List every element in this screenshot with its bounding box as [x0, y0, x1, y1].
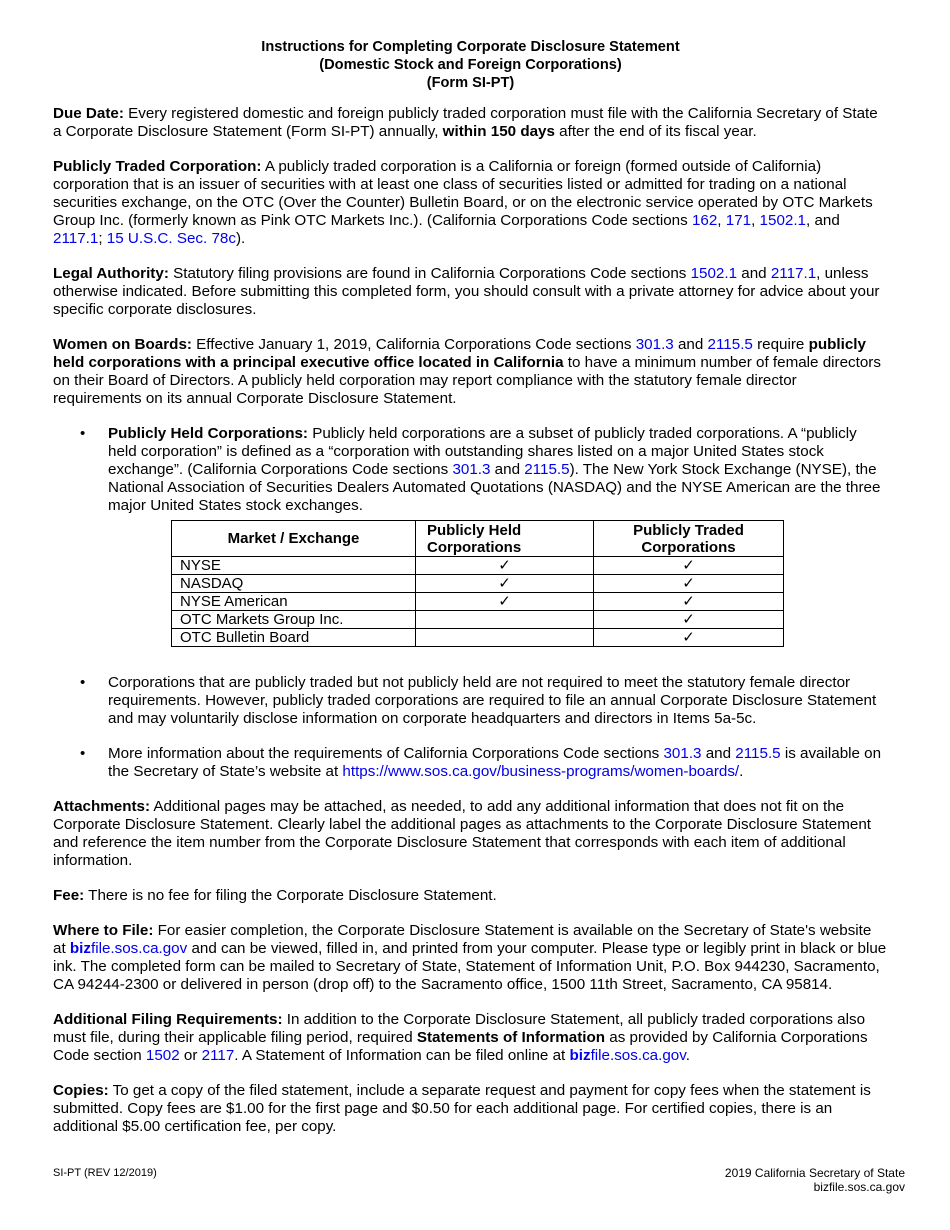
more-info-text-2: is available on the Secretary of State’s website at [108, 745, 882, 780]
women-on-boards-text-1: Effective January 1, 2019, California Corporations Code sections [191, 336, 636, 353]
fee-label: Fee: [53, 887, 85, 904]
copies-text: To get a copy of the filed statement, include a separate request and payment for copy fees when the statement is submitted. Copy fees are $1.00 for the first page and $0.50 for each additional page. For certified copies, there is an additional $5.00 certification fee, per copy. [53, 1082, 871, 1135]
link-code-301-3[interactable]: 301.3 [663, 745, 702, 762]
form-revision-footer: SI-PT (REV 12/2019) [53, 1167, 157, 1179]
separator: and [701, 745, 736, 762]
publicly-traded-text: A publicly traded corporation is a California or foreign (formed outside of California) corporation that is an issuer of securities with at least one class of securities listed or admitted for trading on a national securities exchange, on the OTC (Over the Counter) Bulletin Board, or on the electronic service operated by OTC Markets Group Inc. (formerly known as Pink OTC Markets Inc.). (California Corporations Code sections [53, 158, 873, 229]
table-row [172, 611, 784, 629]
link-bizfile-bold: biz [569, 1047, 591, 1064]
link-code-2115-5[interactable]: 2115.5 [735, 745, 781, 762]
women-on-boards-text-3: to have a minimum number of female directors on their Board of Directors. A publicly held corporation may report compliance with the statutory female director requirements on its annual Corporate Disclosure Statement. [53, 354, 881, 407]
where-to-file-text-2: and can be viewed, filled in, and printed from your computer. Please type or legibly print in black or blue ink. The completed form can be mailed to Secretary of State, Statement of Information Unit, P.O. Box 944230, Sacramento, CA 94244-2300 or delivered in person (drop off) to the Sacramento office, 1500 11th Street, Sacramento, CA 95814. [53, 940, 887, 993]
traded-checkmark-icon: ✓ [594, 629, 784, 647]
additional-text-3: . A Statement of Information can be filed online at [234, 1047, 570, 1064]
bullet-not-publicly-held: • Corporations that are publicly traded but not publicly held are not required to meet the statutory female director requirements. However, publicly traded corporations are required to file an annual Corporate Disclosure Statement and may voluntarily disclose information on corporate headquarters and directors in Items 5a-5c. [53, 674, 888, 728]
paragraph-end: ). [235, 230, 246, 247]
market-cell: NYSE [172, 557, 416, 575]
separator: ; [98, 230, 107, 247]
link-code-171[interactable]: 171 [725, 212, 752, 229]
link-code-2115-5[interactable]: 2115.5 [524, 461, 570, 478]
legal-authority-text-2: , unless otherwise indicated. Before submitting this completed form, you should consult with a private attorney for advice about your specific corporate disclosures. [53, 265, 880, 318]
table-header-row [172, 521, 784, 557]
traded-checkmark-icon: ✓ [594, 593, 784, 611]
bullet-publicly-held [53, 425, 888, 647]
held-checkmark-icon: ✓ [416, 593, 594, 611]
copyright-footer [725, 1166, 905, 1194]
separator: and [673, 336, 708, 353]
held-cell [416, 629, 594, 647]
publicly-held-text-2: ). The New York Stock Exchange (NYSE), the National Association of Securities Dealers Automated Quotations (NASDAQ) and the NYSE American are the three major United States stock exchanges. [108, 461, 881, 514]
copies-label: Copies: [53, 1082, 109, 1099]
link-usc-78c[interactable]: 15 U.S.C. Sec. 78c [106, 230, 236, 247]
publicly-traded-paragraph [53, 158, 888, 248]
link-code-301-3[interactable]: 301.3 [452, 461, 491, 478]
attachments-text: Additional pages may be attached, as needed, to add any additional information that does not fit on the Corporate Disclosure Statement. Clearly label the additional pages as attachments to the Corporate Disclosure Statement and reference the item number from the Corporate Disclosure Statement that corresponds with each item of additional information. [53, 798, 872, 869]
legal-authority-paragraph [53, 265, 888, 319]
document-title [53, 38, 888, 92]
link-bizfile[interactable] [569, 1047, 685, 1064]
separator: and [490, 461, 525, 478]
table-row [172, 593, 784, 611]
due-date-label: Due Date: [53, 105, 124, 122]
held-checkmark-icon: ✓ [416, 557, 594, 575]
additional-text-1: In addition to the Corporate Disclosure Statement, all publicly traded corporations also must file, during their applicable filing period, required [53, 1011, 866, 1046]
copyright-line: 2019 California Secretary of State [724, 1166, 905, 1180]
fee-text: There is no fee for filing the Corporate Disclosure Statement. [84, 887, 497, 904]
title-line-3: (Form SI-PT) [426, 75, 515, 91]
where-to-file-paragraph [53, 922, 888, 994]
link-code-2115-5[interactable]: 2115.5 [707, 336, 753, 353]
fee-paragraph [53, 887, 888, 905]
market-cell: NYSE American [172, 593, 416, 611]
website-line: bizfile.sos.ca.gov [813, 1180, 905, 1194]
attachments-label: Attachments: [53, 798, 151, 815]
more-info-text-1: More information about the requirements of California Corporations Code sections [108, 745, 664, 762]
women-on-boards-label: Women on Boards: [53, 336, 192, 353]
bullet-more-information [53, 745, 888, 781]
paragraph-end: . [685, 1047, 690, 1064]
document-page [53, 38, 888, 1153]
market-cell: OTC Markets Group Inc. [172, 611, 416, 629]
separator: , [751, 212, 760, 229]
column-header-held: Publicly Held Corporations [416, 521, 594, 557]
copies-paragraph [53, 1082, 888, 1136]
held-checkmark-icon: ✓ [416, 575, 594, 593]
separator: , [717, 212, 726, 229]
link-bizfile-rest: file.sos.ca.gov [90, 940, 188, 957]
legal-authority-label: Legal Authority: [53, 265, 169, 282]
link-bizfile-rest: file.sos.ca.gov [590, 1047, 686, 1064]
separator: , and [806, 212, 840, 229]
link-code-2117[interactable]: 2117 [201, 1047, 235, 1064]
women-on-boards-paragraph [53, 336, 888, 408]
market-cell: NASDAQ [172, 575, 416, 593]
traded-checkmark-icon: ✓ [594, 611, 784, 629]
link-bizfile[interactable] [70, 940, 187, 957]
publicly-held-label: Publicly Held Corporations: [108, 425, 308, 442]
paragraph-end: . [739, 763, 744, 780]
due-date-text-2: after the end of its fiscal year. [554, 123, 757, 140]
link-bizfile-bold: biz [69, 940, 91, 957]
table-row [172, 629, 784, 647]
women-on-boards-text-2: require [752, 336, 809, 353]
link-code-1502-1[interactable]: 1502.1 [690, 265, 738, 282]
link-code-1502-1[interactable]: 1502.1 [759, 212, 806, 229]
bullet-list [53, 425, 888, 781]
publicly-traded-label: Publicly Traded Corporation: [53, 158, 262, 175]
link-code-301-3[interactable]: 301.3 [635, 336, 674, 353]
due-date-bold: within 150 days [442, 123, 555, 140]
link-code-1502[interactable]: 1502 [145, 1047, 180, 1064]
separator: and [737, 265, 771, 282]
additional-bold: Statements of Information [416, 1029, 606, 1046]
link-code-2117-1[interactable]: 2117.1 [53, 230, 99, 247]
exchange-table [171, 520, 784, 647]
column-header-traded: Publicly Traded Corporations [594, 521, 784, 557]
separator: or [179, 1047, 202, 1064]
market-cell: OTC Bulletin Board [172, 629, 416, 647]
where-to-file-text-1: For easier completion, the Corporate Disclosure Statement is available on the Secretary of State's website at [53, 922, 872, 957]
table-row [172, 557, 784, 575]
table-row [172, 575, 784, 593]
women-on-boards-bold: publicly held corporations with a principal executive office located in California [53, 336, 866, 371]
additional-requirements-label: Additional Filing Requirements: [53, 1011, 283, 1028]
additional-text-2: as provided by California Corporations Code section [53, 1029, 868, 1064]
due-date-text-1: Every registered domestic and foreign publicly traded corporation must file with the California Secretary of State a Corporate Disclosure Statement (Form SI-PT) annually, [53, 105, 878, 140]
title-line-2: (Domestic Stock and Foreign Corporations) [319, 57, 622, 73]
publicly-held-text-1: Publicly held corporations are a subset of publicly traded corporations. A “publicly held corporation” is defined as a “corporation with outstanding shares listed on a major United States stock exchange”. (California Corporations Code sections [108, 425, 857, 478]
traded-checkmark-icon: ✓ [594, 575, 784, 593]
link-code-162[interactable]: 162 [691, 212, 718, 229]
column-header-market: Market / Exchange [172, 521, 416, 557]
held-cell [416, 611, 594, 629]
attachments-paragraph [53, 798, 888, 870]
due-date-paragraph [53, 105, 888, 141]
where-to-file-label: Where to File: [53, 922, 154, 939]
link-women-boards-website[interactable]: https://www.sos.ca.gov/business-programs/women-boards/ [342, 763, 740, 780]
legal-authority-text-1: Statutory filing provisions are found in California Corporations Code sections [168, 265, 691, 282]
traded-checkmark-icon: ✓ [594, 557, 784, 575]
link-code-2117-1[interactable]: 2117.1 [770, 265, 817, 282]
title-line-1: Instructions for Completing Corporate Disclosure Statement [261, 39, 680, 55]
additional-requirements-paragraph [53, 1011, 888, 1065]
